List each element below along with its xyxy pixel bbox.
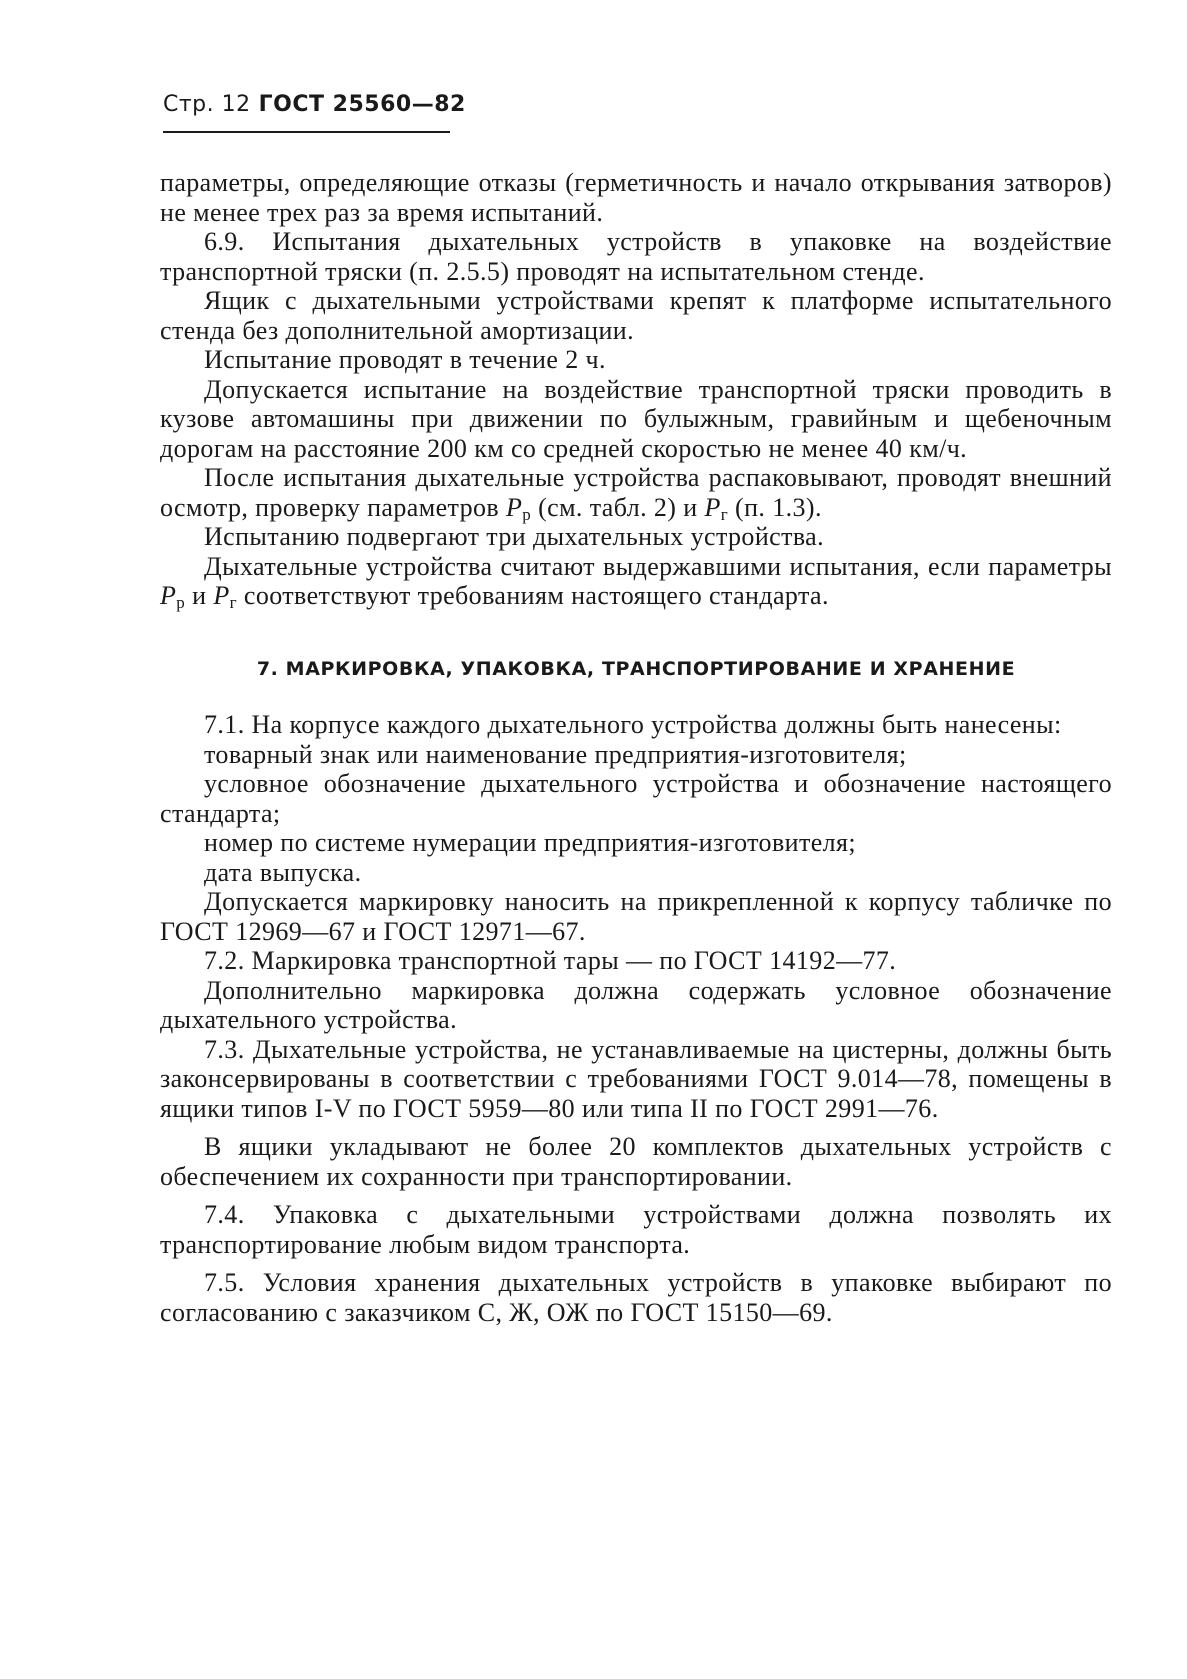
- paragraph-road-test: Допускается испытание на воздействие транспортной тряски проводить в кузове автомашины при движении по булыжным, гравийным и щебеночным дорогам на расстояние 200 км со средней скоростью не менее 40 км/ч.: [160, 374, 1112, 463]
- page-body: [160, 168, 1112, 1327]
- clause-7-5: 7.5. Условия хранения дыхательных устройств в упаковке выбирают по согласованию с заказчиком С, Ж, ОЖ по ГОСТ 15150—69.: [160, 1268, 1112, 1327]
- clause-7-2: 7.2. Маркировка транспортной тары — по ГОСТ 14192—77.: [204, 946, 897, 975]
- paragraph-after-test: После испытания дыхательные устройства распаковывают, проводят внешний осмотр, проверку параметров $P_р$ (см. табл. 2) и $P_г$ (п. 1.3).: [160, 463, 1112, 524]
- list-item: дата выпуска.: [204, 857, 362, 887]
- section-7-heading: 7. МАРКИРОВКА, УПАКОВКА, ТРАНСПОРТИРОВАНИЕ И ХРАНЕНИЕ: [256, 657, 1016, 680]
- paragraph-mounting: Ящик с дыхательными устройствами крепят к платформе испытательного стенда без дополнительной амортизации.: [160, 286, 1112, 345]
- paragraph-acceptance: Дыхательные устройства считают выдержавшими испытания, если параметры $P_р$ и $P_г$ соответствуют требованиям настоящего стандарта.: [160, 551, 1112, 612]
- paragraph-plate-marking: Допускается маркировку наносить на прикрепленной к корпусу табличке по ГОСТ 12969—67 и ГОСТ 12971—67.: [160, 887, 1112, 946]
- paragraph-extra-marking: Дополнительно маркировка должна содержать условное обозначение дыхательного устройства.: [160, 975, 1112, 1034]
- paragraph-duration: Испытание проводят в течение 2 ч.: [204, 345, 606, 374]
- clause-7-1: 7.1. На корпусе каждого дыхательного устройства должны быть нанесены:: [204, 710, 1062, 739]
- paragraph-continuation: параметры, определяющие отказы (герметичность и начало открывания затворов) не менее трех раз за время испытаний.: [160, 168, 1112, 227]
- list-item: номер по системе нумерации предприятия-изготовителя;: [204, 828, 857, 857]
- paragraph-box-packing: В ящики укладывают не более 20 комплектов дыхательных устройств с обеспечением их сохранности при транспортировании.: [160, 1132, 1112, 1191]
- paragraph-sample-count: Испытанию подвергают три дыхательных устройства.: [204, 522, 825, 551]
- clause-7-3: 7.3. Дыхательные устройства, не устанавливаемые на цистерны, должны быть законсервированы в соответствии с требованиями ГОСТ 9.014—78, помещены в ящики типов I-V по ГОСТ 5959—80 или типа II по ГОСТ 2991—76.: [160, 1034, 1112, 1123]
- list-item: товарный знак или наименование предприятия-изготовителя;: [204, 739, 907, 769]
- clause-6-9: 6.9. Испытания дыхательных устройств в упаковке на воздействие транспортной тряски (п. 2.5.5) проводят на испытательном стенде.: [160, 227, 1112, 286]
- page-number: Стр. 12: [163, 92, 251, 117]
- list-item: условное обозначение дыхательного устройства и обозначение настоящего стандарта;: [160, 769, 1112, 828]
- standard-number: ГОСТ 25560—82: [258, 92, 466, 117]
- page-header: [163, 92, 466, 117]
- clause-7-4: 7.4. Упаковка с дыхательными устройствами должна позволять их транспортирование любым видом транспорта.: [160, 1200, 1112, 1259]
- header-rule: [163, 131, 450, 133]
